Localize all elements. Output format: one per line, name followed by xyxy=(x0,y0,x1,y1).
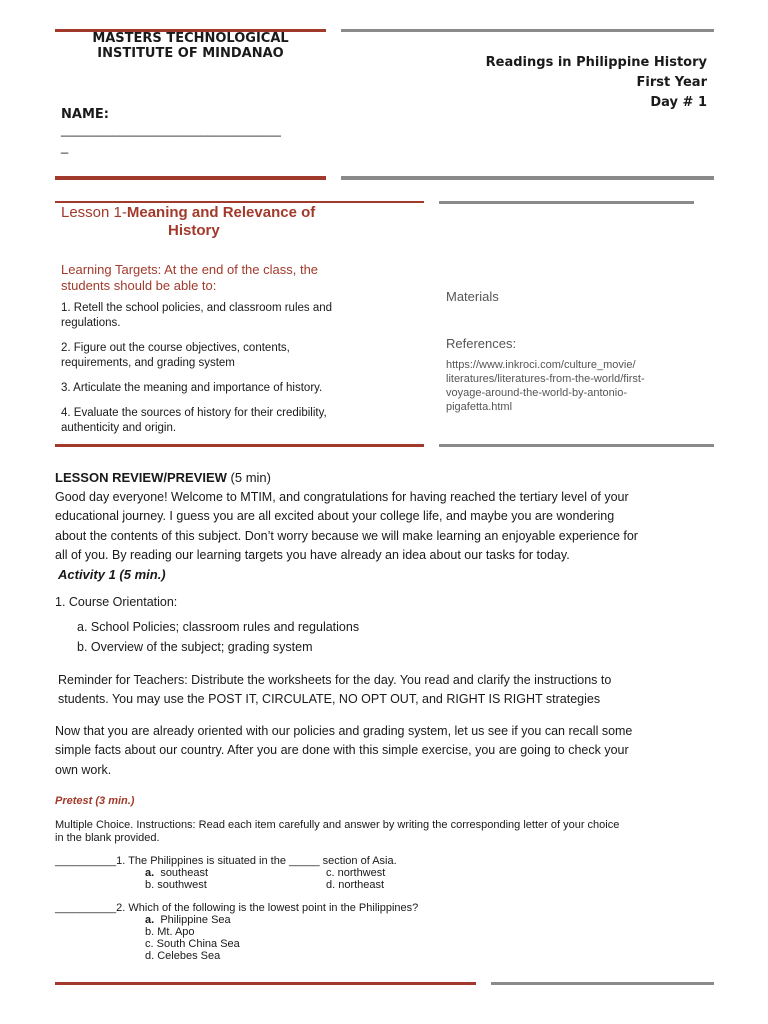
pretest-instructions-line: in the blank provided. xyxy=(55,832,160,844)
header-rule-top-right xyxy=(341,29,714,32)
question-1-choice-c[interactable]: c. northwest xyxy=(326,867,386,879)
choice-text: southeast xyxy=(160,867,209,879)
reference-link-line: voyage-around-the-world-by-antonio- xyxy=(446,387,627,399)
review-heading-duration: (5 min) xyxy=(226,470,271,485)
learning-target-item xyxy=(61,301,421,331)
review-heading xyxy=(55,469,271,486)
question-1-choice-d[interactable]: d. northeast xyxy=(326,879,385,891)
lesson-rule-bottom xyxy=(55,444,424,447)
question-2-choice-c[interactable]: c. South China Sea xyxy=(145,938,240,950)
side-rule-top xyxy=(439,201,694,204)
review-line: all of you. By reading our learning targets you have already an idea about our tasks for today. xyxy=(55,547,570,562)
learning-target-item xyxy=(61,381,421,396)
oriented-line: own work. xyxy=(55,762,112,777)
pretest-title: Pretest (3 min.) xyxy=(55,795,135,807)
review-heading-title: LESSON REVIEW/PREVIEW xyxy=(55,470,227,485)
pretest-instructions xyxy=(55,819,745,845)
question-1-stem: __________1. The Philippines is situated in the _____ section of Asia. xyxy=(55,855,397,867)
school-name xyxy=(55,31,326,61)
learning-targets-intro xyxy=(61,262,318,294)
review-line: educational journey. I guess you are all excited about your college life, and maybe you are wondering xyxy=(55,509,615,524)
reference-link-line: literatures/literatures-from-the-world/first- xyxy=(446,373,645,385)
lesson-prefix: Lesson 1- xyxy=(61,204,127,221)
oriented-line: Now that you are already oriented with our policies and grading system, let us see if you can recall some xyxy=(55,724,633,738)
lesson-rule-top xyxy=(55,201,424,203)
school-name-line1: MASTERS TECHNOLOGICAL xyxy=(92,31,289,46)
learning-targets-list xyxy=(61,301,421,436)
question-2-choice-d[interactable]: d. Celebes Sea xyxy=(145,950,221,962)
review-line: about the contents of this subject. Don’t worry because we will make learning an enjoyable experience for xyxy=(55,528,638,543)
reference-link-line: pigafetta.html xyxy=(446,401,513,413)
learning-target-text: 4. Evaluate the sources of history for their credibility, xyxy=(61,407,327,419)
question-1-choice-b[interactable]: b. southwest xyxy=(145,879,207,891)
learning-target-text: 2. Figure out the course objectives, contents, xyxy=(61,342,290,354)
teacher-reminder-line: Reminder for Teachers: Distribute the worksheets for the day. You read and clarify the instructions to xyxy=(58,673,612,687)
footer-rule-right xyxy=(491,982,714,985)
oriented-line: simple facts about our country. After you are done with this simple exercise, you are going to check your xyxy=(55,743,629,758)
materials-label: Materials xyxy=(446,289,499,304)
teacher-reminder xyxy=(58,671,738,709)
choice-letter: a. xyxy=(145,914,155,926)
question-2-stem: __________2. Which of the following is the lowest point in the Philippines? xyxy=(55,902,419,914)
reference-link[interactable] xyxy=(446,358,645,414)
name-label: NAME: xyxy=(61,107,109,122)
name-blank-line[interactable]: ______________________________ xyxy=(61,122,281,137)
choice-text: Philippine Sea xyxy=(160,914,231,926)
activity-title: Activity 1 (5 min.) xyxy=(58,567,166,582)
learning-target-text: regulations. xyxy=(61,317,121,329)
learning-target-item xyxy=(61,341,421,371)
footer-rule-left xyxy=(55,982,476,985)
references-label: References: xyxy=(446,336,517,351)
activity-sub-a: a. School Policies; classroom rules and regulations xyxy=(77,620,360,634)
review-line: Good day everyone! Welcome to MTIM, and congratulations for having reached the tertiary level of your xyxy=(55,490,629,504)
learning-target-text: 3. Articulate the meaning and importance of history. xyxy=(61,382,323,394)
learning-targets-intro-line1: Learning Targets: At the end of the class, the xyxy=(61,262,319,277)
school-name-line2: INSTITUTE OF MINDANAO xyxy=(97,46,284,61)
reference-link-line: https://www.inkroci.com/culture_movie/ xyxy=(446,359,636,371)
course-day: Day # 1 xyxy=(650,95,707,110)
activity-item: 1. Course Orientation: xyxy=(55,595,178,609)
course-title: Readings in Philippine History xyxy=(485,55,707,70)
side-rule-bottom xyxy=(439,444,714,447)
question-2-choice-b[interactable]: b. Mt. Apo xyxy=(145,926,195,938)
lesson-title-line1: Meaning and Relevance of xyxy=(126,204,316,221)
header-rule-bottom-right xyxy=(341,176,714,180)
teacher-reminder-line: students. You may use the POST IT, CIRCULATE, NO OPT OUT, and RIGHT IS RIGHT strategies xyxy=(58,692,601,706)
header-rule-bottom-left xyxy=(55,176,326,180)
learning-target-text: authenticity and origin. xyxy=(61,422,177,434)
learning-target-text: 1. Retell the school policies, and classroom rules and xyxy=(61,302,333,314)
oriented-paragraph xyxy=(55,722,735,780)
question-1-choice-a[interactable] xyxy=(145,867,208,879)
learning-targets-intro-line2: students should be able to: xyxy=(61,278,217,293)
pretest-instructions-line: Multiple Choice. Instructions: Read each item carefully and answer by writing the corresponding letter of your choice xyxy=(55,819,620,831)
course-year: First Year xyxy=(636,75,707,90)
question-2-choice-a[interactable] xyxy=(145,914,231,926)
lesson-title-line2: History xyxy=(168,222,220,239)
review-paragraph xyxy=(55,488,735,565)
learning-target-text: requirements, and grading system xyxy=(61,357,235,369)
learning-target-item xyxy=(61,406,421,436)
activity-sub-b: b. Overview of the subject; grading system xyxy=(77,640,313,654)
lesson-title xyxy=(61,204,315,222)
course-info xyxy=(380,53,707,113)
name-blank-line-continued: _ xyxy=(61,139,69,154)
choice-letter: a. xyxy=(145,867,155,879)
